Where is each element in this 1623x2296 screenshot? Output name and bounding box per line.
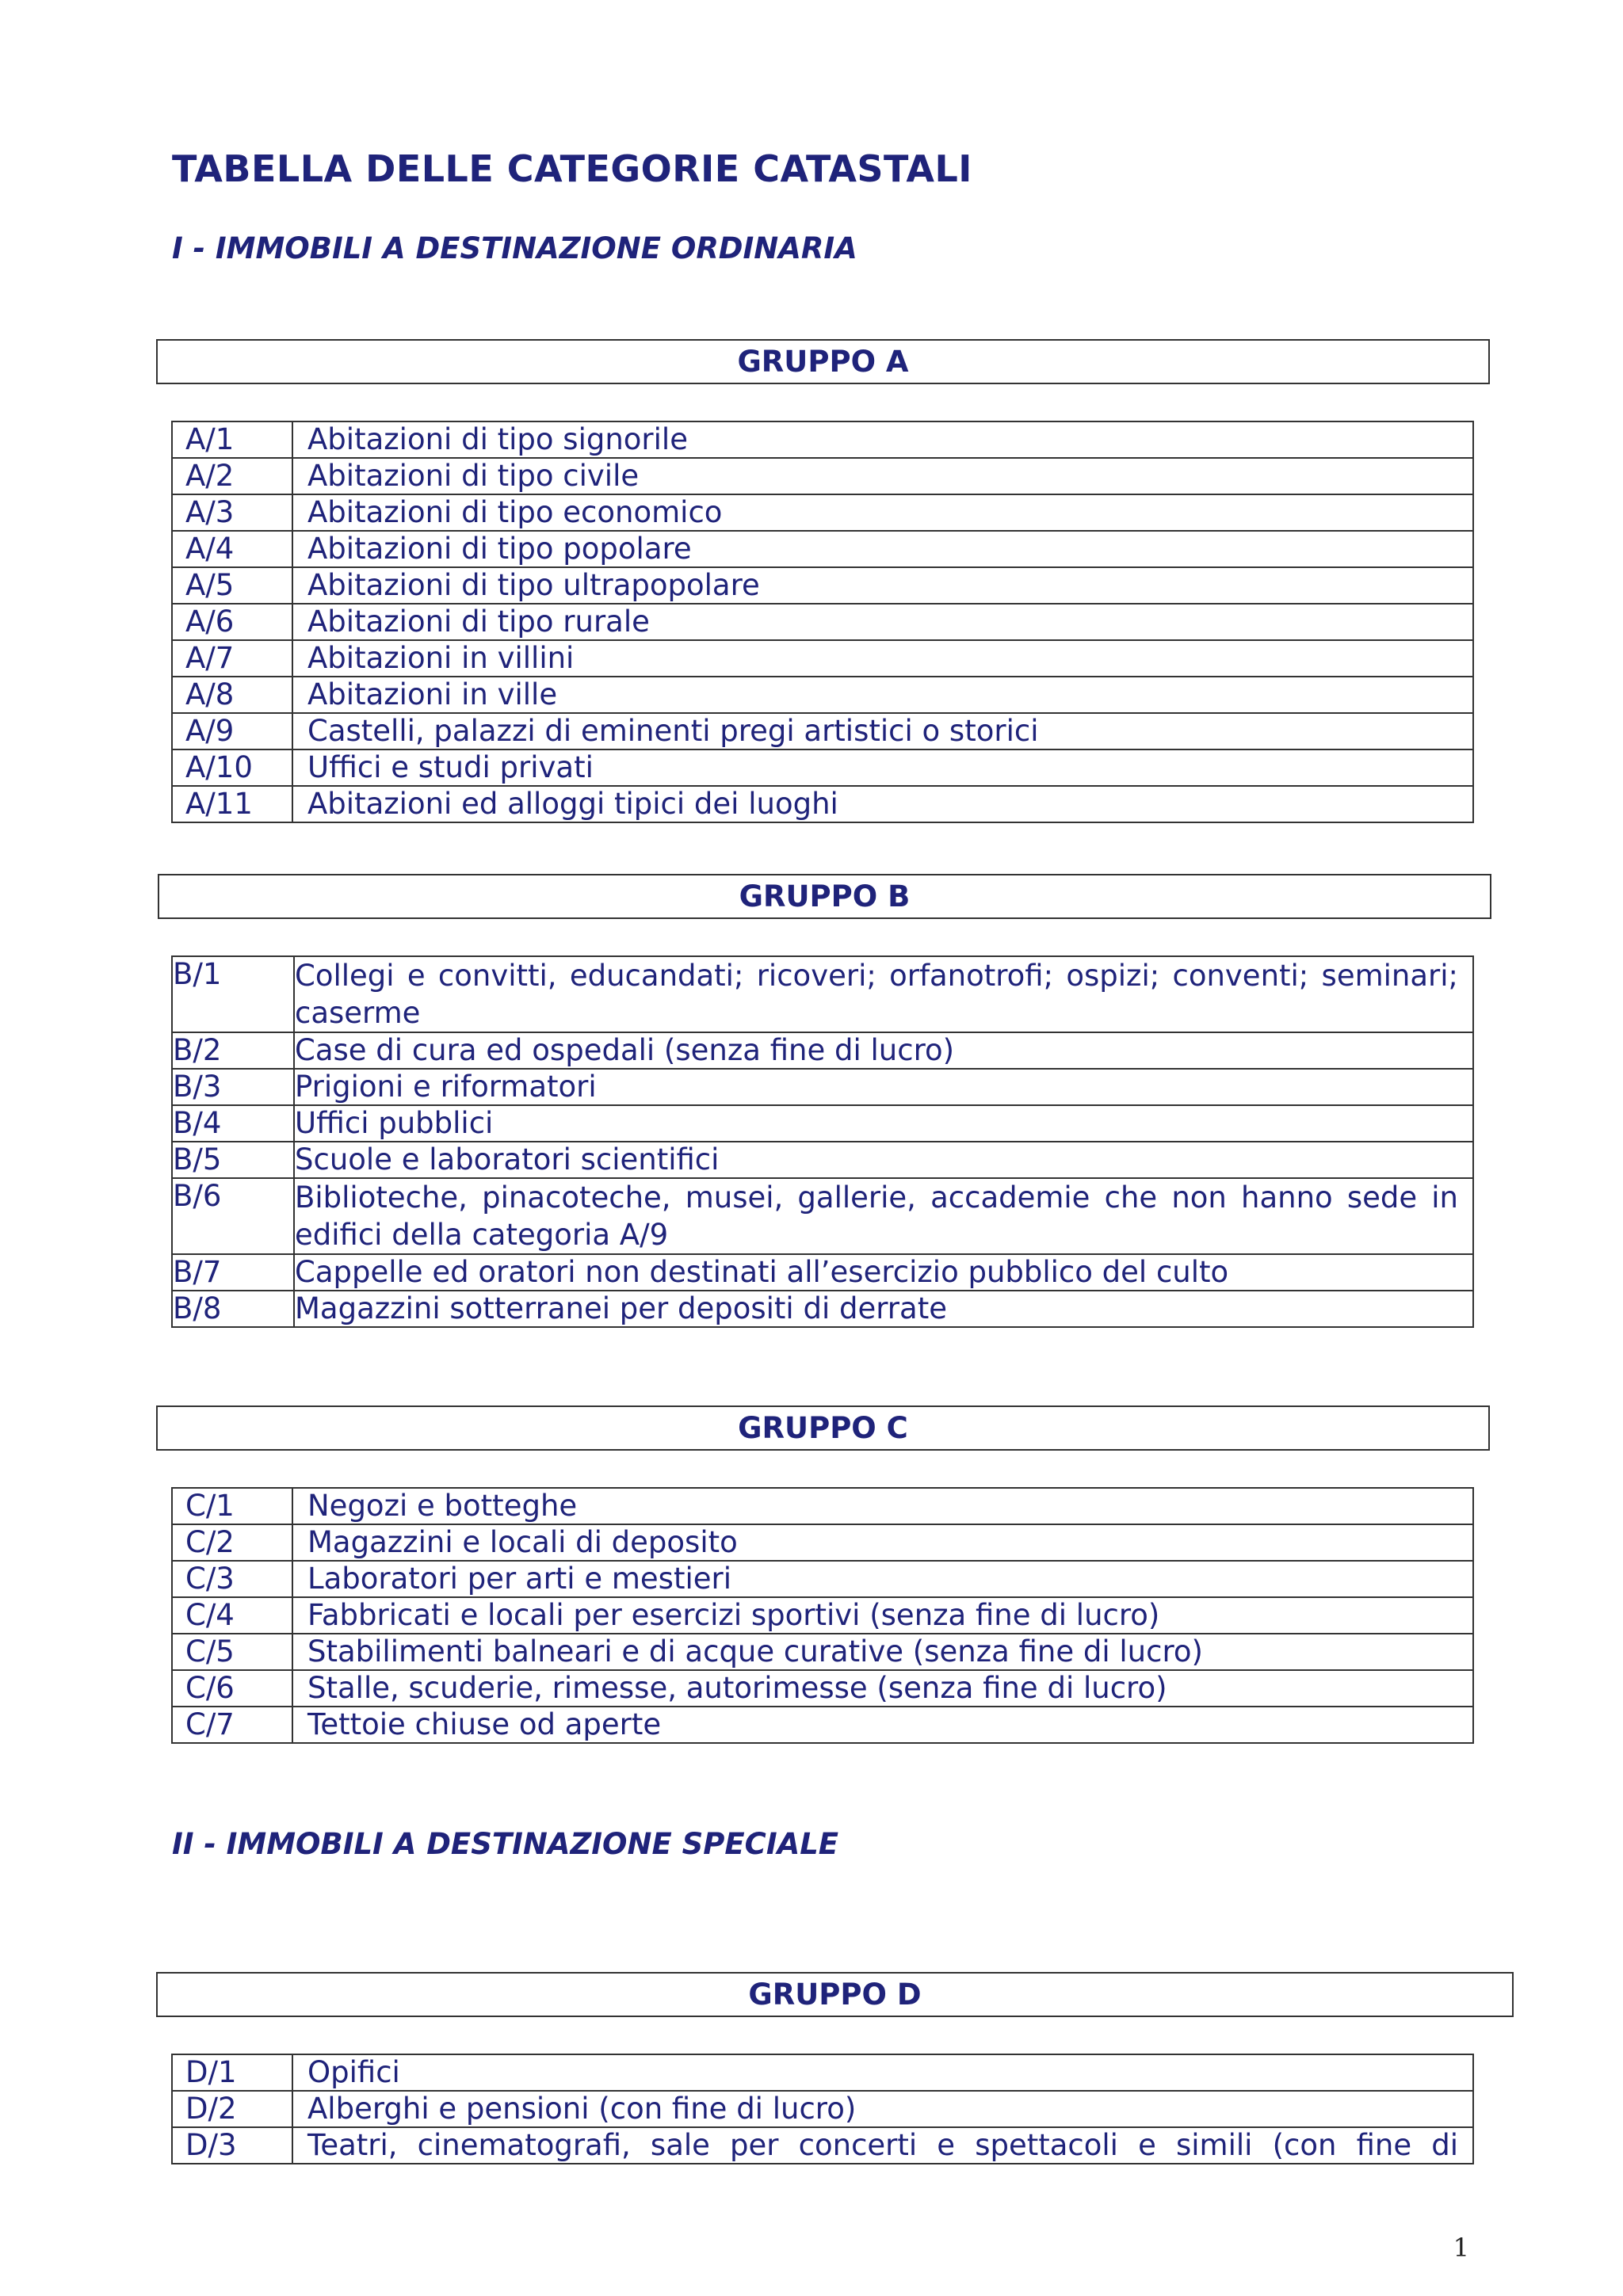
table-row xyxy=(172,677,1473,713)
category-description: Magazzini e locali di deposito xyxy=(292,1524,1473,1561)
category-description: Abitazioni in villini xyxy=(292,640,1473,677)
group-header-d: GRUPPO D xyxy=(156,1972,1514,2017)
category-description: Abitazioni di tipo civile xyxy=(292,458,1473,494)
category-description: Magazzini sotterranei per depositi di derrate xyxy=(294,1291,1473,1327)
category-code: C/2 xyxy=(172,1524,292,1561)
category-code: A/8 xyxy=(172,677,292,713)
category-code: A/3 xyxy=(172,494,292,531)
category-code: B/2 xyxy=(172,1032,294,1069)
category-code: B/3 xyxy=(172,1069,294,1105)
table-row xyxy=(172,1142,1473,1178)
table-row xyxy=(172,749,1473,786)
category-description: Cappelle ed oratori non destinati all’esercizio pubblico del culto xyxy=(294,1254,1473,1291)
category-description: Prigioni e riformatori xyxy=(294,1069,1473,1105)
category-description: Stalle, scuderie, rimesse, autorimesse (senza fine di lucro) xyxy=(292,1670,1473,1707)
category-code: A/11 xyxy=(172,786,292,822)
group-header-a: GRUPPO A xyxy=(156,339,1490,384)
category-code: C/1 xyxy=(172,1488,292,1524)
category-code: A/7 xyxy=(172,640,292,677)
category-code: A/10 xyxy=(172,749,292,786)
section-title-ordinary: I - IMMOBILI A DESTINAZIONE ORDINARIA xyxy=(172,231,857,265)
table-row xyxy=(172,1597,1473,1634)
category-description: Uffici pubblici xyxy=(294,1105,1473,1142)
document-title: TABELLA DELLE CATEGORIE CATASTALI xyxy=(172,147,972,190)
table-row xyxy=(172,1032,1473,1069)
category-code: C/3 xyxy=(172,1561,292,1597)
table-row xyxy=(172,531,1473,567)
category-description: Alberghi e pensioni (con fine di lucro) xyxy=(292,2091,1473,2127)
category-code: A/1 xyxy=(172,421,292,458)
category-code: A/2 xyxy=(172,458,292,494)
table-row xyxy=(172,458,1473,494)
category-description: Abitazioni di tipo economico xyxy=(292,494,1473,531)
table-row xyxy=(172,2054,1473,2091)
category-code: B/7 xyxy=(172,1254,294,1291)
table-group-b xyxy=(171,955,1474,1328)
section-title-special: II - IMMOBILI A DESTINAZIONE SPECIALE xyxy=(172,1827,839,1861)
category-description: Uffici e studi privati xyxy=(292,749,1473,786)
category-description: Biblioteche, pinacoteche, musei, gallerie, accademie che non hanno sede in edifici della categoria A/9 xyxy=(294,1178,1473,1254)
table-group-c xyxy=(171,1487,1474,1744)
table-row xyxy=(172,494,1473,531)
category-code: C/6 xyxy=(172,1670,292,1707)
table-row xyxy=(172,1178,1473,1254)
category-code: B/5 xyxy=(172,1142,294,1178)
table-row xyxy=(172,604,1473,640)
category-code: A/6 xyxy=(172,604,292,640)
category-description: Abitazioni di tipo popolare xyxy=(292,531,1473,567)
table-row xyxy=(172,713,1473,749)
table-row xyxy=(172,421,1473,458)
category-code: A/4 xyxy=(172,531,292,567)
table-group-a xyxy=(171,421,1474,823)
category-description: Castelli, palazzi di eminenti pregi artistici o storici xyxy=(292,713,1473,749)
category-code: A/5 xyxy=(172,567,292,604)
table-row xyxy=(172,1488,1473,1524)
category-description: Opifici xyxy=(292,2054,1473,2091)
category-code: C/5 xyxy=(172,1634,292,1670)
category-code: B/4 xyxy=(172,1105,294,1142)
category-description: Teatri, cinematografi, sale per concerti e spettacoli e simili (con fine di xyxy=(292,2127,1473,2164)
category-description: Abitazioni di tipo ultrapopolare xyxy=(292,567,1473,604)
category-description: Abitazioni ed alloggi tipici dei luoghi xyxy=(292,786,1473,822)
table-row xyxy=(172,786,1473,822)
category-description: Negozi e botteghe xyxy=(292,1488,1473,1524)
category-description: Scuole e laboratori scientifici xyxy=(294,1142,1473,1178)
category-description: Tettoie chiuse od aperte xyxy=(292,1707,1473,1743)
category-description: Fabbricati e locali per esercizi sportivi (senza fine di lucro) xyxy=(292,1597,1473,1634)
page-number: 1 xyxy=(1453,2233,1469,2263)
table-row xyxy=(172,2127,1473,2164)
table-row xyxy=(172,1707,1473,1743)
table-row xyxy=(172,1561,1473,1597)
category-code: B/1 xyxy=(172,956,294,1032)
group-header-b: GRUPPO B xyxy=(158,874,1491,919)
category-code: D/1 xyxy=(172,2054,292,2091)
category-description: Abitazioni di tipo rurale xyxy=(292,604,1473,640)
category-code: C/4 xyxy=(172,1597,292,1634)
category-code: D/3 xyxy=(172,2127,292,2164)
category-description: Collegi e convitti, educandati; ricoveri; orfanotrofi; ospizi; conventi; seminari; caserme xyxy=(294,956,1473,1032)
category-code: C/7 xyxy=(172,1707,292,1743)
table-row xyxy=(172,567,1473,604)
category-code: D/2 xyxy=(172,2091,292,2127)
category-code: A/9 xyxy=(172,713,292,749)
category-description: Case di cura ed ospedali (senza fine di lucro) xyxy=(294,1032,1473,1069)
category-description: Laboratori per arti e mestieri xyxy=(292,1561,1473,1597)
table-row xyxy=(172,2091,1473,2127)
category-description: Abitazioni di tipo signorile xyxy=(292,421,1473,458)
category-code: B/8 xyxy=(172,1291,294,1327)
table-row xyxy=(172,956,1473,1032)
table-row xyxy=(172,1670,1473,1707)
group-header-c: GRUPPO C xyxy=(156,1405,1490,1451)
table-row xyxy=(172,1069,1473,1105)
category-description: Stabilimenti balneari e di acque curative (senza fine di lucro) xyxy=(292,1634,1473,1670)
category-description: Abitazioni in ville xyxy=(292,677,1473,713)
table-row xyxy=(172,1634,1473,1670)
table-row xyxy=(172,640,1473,677)
table-row xyxy=(172,1524,1473,1561)
table-row xyxy=(172,1254,1473,1291)
table-row xyxy=(172,1291,1473,1327)
table-group-d xyxy=(171,2054,1474,2164)
table-row xyxy=(172,1105,1473,1142)
category-code: B/6 xyxy=(172,1178,294,1254)
